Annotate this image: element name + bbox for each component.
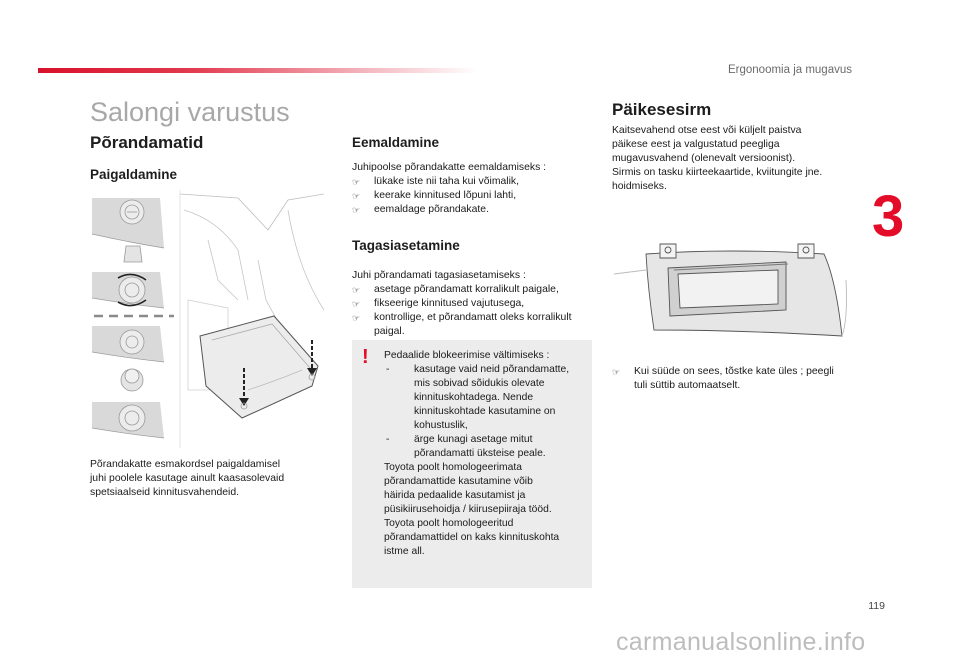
- chapter-number: 3: [872, 184, 905, 249]
- removal-intro: Juhipoolse põrandakatte eemaldamiseks :: [352, 162, 547, 173]
- step-text: paigal.: [374, 326, 405, 337]
- finger-pointer-icon: ☞: [352, 299, 361, 309]
- warning-line: püsikiirusehoidja / kiirusepiiraja tööd.: [384, 504, 552, 515]
- sun-visor-intro: [612, 124, 862, 194]
- sun-visor-heading: Päikesesirm: [612, 100, 712, 119]
- tip-list: [612, 365, 862, 393]
- list-item: [352, 203, 592, 217]
- caption-line: spetsiaalseid kinnitusvahendeid.: [90, 487, 240, 498]
- dash-marker: -: [386, 364, 390, 375]
- intro-line: Sirmis on tasku kiirteekaartide, kviitungite jne.: [612, 167, 823, 178]
- sun-visor-illustration: [610, 240, 856, 340]
- watermark: carmanualsonline.info: [616, 628, 866, 656]
- refit-steps: [352, 283, 597, 339]
- refit-heading: Tagasiasetamine: [352, 238, 460, 253]
- list-item: [352, 283, 597, 297]
- warning-line: istme all.: [384, 546, 425, 557]
- removal-steps: [352, 175, 592, 217]
- warning-intro: Pedaalide blokeerimise vältimiseks :: [384, 350, 550, 361]
- floor-mat-illustration: [88, 190, 336, 448]
- warning-line: Toyota poolt homologeerimata: [384, 462, 522, 473]
- warning-box: [352, 340, 592, 588]
- caption-line: juhi poolele kasutage ainult kaasasolevaid: [90, 473, 285, 484]
- list-item: [352, 311, 597, 339]
- warning-line: ärge kunagi asetage mitut: [414, 434, 533, 445]
- list-item: [612, 365, 862, 393]
- step-text: lükake iste nii taha kui võimalik,: [374, 176, 519, 187]
- warning-line: häirida pedaalide kasutamist ja: [384, 490, 526, 501]
- sun-visor-tip: [612, 365, 862, 393]
- refit-instructions: [352, 269, 597, 339]
- finger-pointer-icon: ☞: [612, 367, 621, 377]
- refit-intro: Juhi põrandamati tagasiasetamiseks :: [352, 270, 526, 281]
- dash-marker: -: [386, 434, 390, 445]
- finger-pointer-icon: ☞: [352, 285, 361, 295]
- list-item: [352, 175, 592, 189]
- warning-dash-item: [384, 433, 589, 461]
- finger-pointer-icon: ☞: [352, 191, 361, 201]
- warning-line: kinnituskohtade kasutamine on: [414, 406, 556, 417]
- floor-mats-heading: Põrandamatid: [90, 133, 204, 152]
- section-header: Ergonoomia ja mugavus: [727, 64, 852, 76]
- step-text: kontrollige, et põrandamatt oleks korralikult: [374, 312, 572, 323]
- page-number: 119: [868, 600, 885, 612]
- list-item: [352, 297, 597, 311]
- warning-line: kinnituskohtadega. Nende: [414, 392, 534, 403]
- finger-pointer-icon: ☞: [352, 313, 361, 323]
- warning-line: põrandamattide kasutamine võib: [384, 476, 533, 487]
- warning-line: kohustuslik,: [414, 420, 468, 431]
- intro-line: mugavusvahend (olenevalt versioonist).: [612, 153, 796, 164]
- intro-line: hoidmiseks.: [612, 181, 667, 192]
- intro-line: päikese eest ja valgustatud peegliga: [612, 139, 780, 150]
- warning-text: [384, 349, 589, 559]
- installation-caption: [90, 458, 330, 500]
- finger-pointer-icon: ☞: [352, 205, 361, 215]
- list-item: [352, 189, 592, 203]
- warning-line: põrandamattidel on kaks kinnituskohta: [384, 532, 560, 543]
- intro-line: Kaitsevahend otse eest või küljelt paistva: [612, 125, 802, 136]
- warning-icon: !: [362, 346, 369, 368]
- installation-heading: Paigaldamine: [90, 167, 178, 182]
- step-text: eemaldage põrandakate.: [374, 204, 489, 215]
- page-title: Salongi varustus: [90, 97, 290, 127]
- warning-line: kasutage vaid neid põrandamatte,: [414, 364, 570, 375]
- step-text: keerake kinnitused lõpuni lahti,: [374, 190, 517, 201]
- step-text: fikseerige kinnitused vajutusega,: [374, 298, 525, 309]
- tip-line: Kui süüde on sees, tõstke kate üles ; peegli: [634, 366, 834, 377]
- warning-line: põrandamatti üksteise peale.: [414, 448, 546, 459]
- warning-line: mis sobivad sõidukis olevate: [414, 378, 545, 389]
- warning-dash-item: [384, 363, 589, 433]
- warning-line: Toyota poolt homologeeritud: [384, 518, 514, 529]
- finger-pointer-icon: ☞: [352, 177, 361, 187]
- caption-line: Põrandakatte esmakordsel paigaldamisel: [90, 459, 281, 470]
- removal-heading: Eemaldamine: [352, 135, 440, 150]
- step-text: asetage põrandamatt korralikult paigale,: [374, 284, 559, 295]
- tip-line: tuli süttib automaatselt.: [634, 380, 741, 391]
- header-accent-bar: [38, 68, 478, 73]
- removal-instructions: [352, 161, 592, 217]
